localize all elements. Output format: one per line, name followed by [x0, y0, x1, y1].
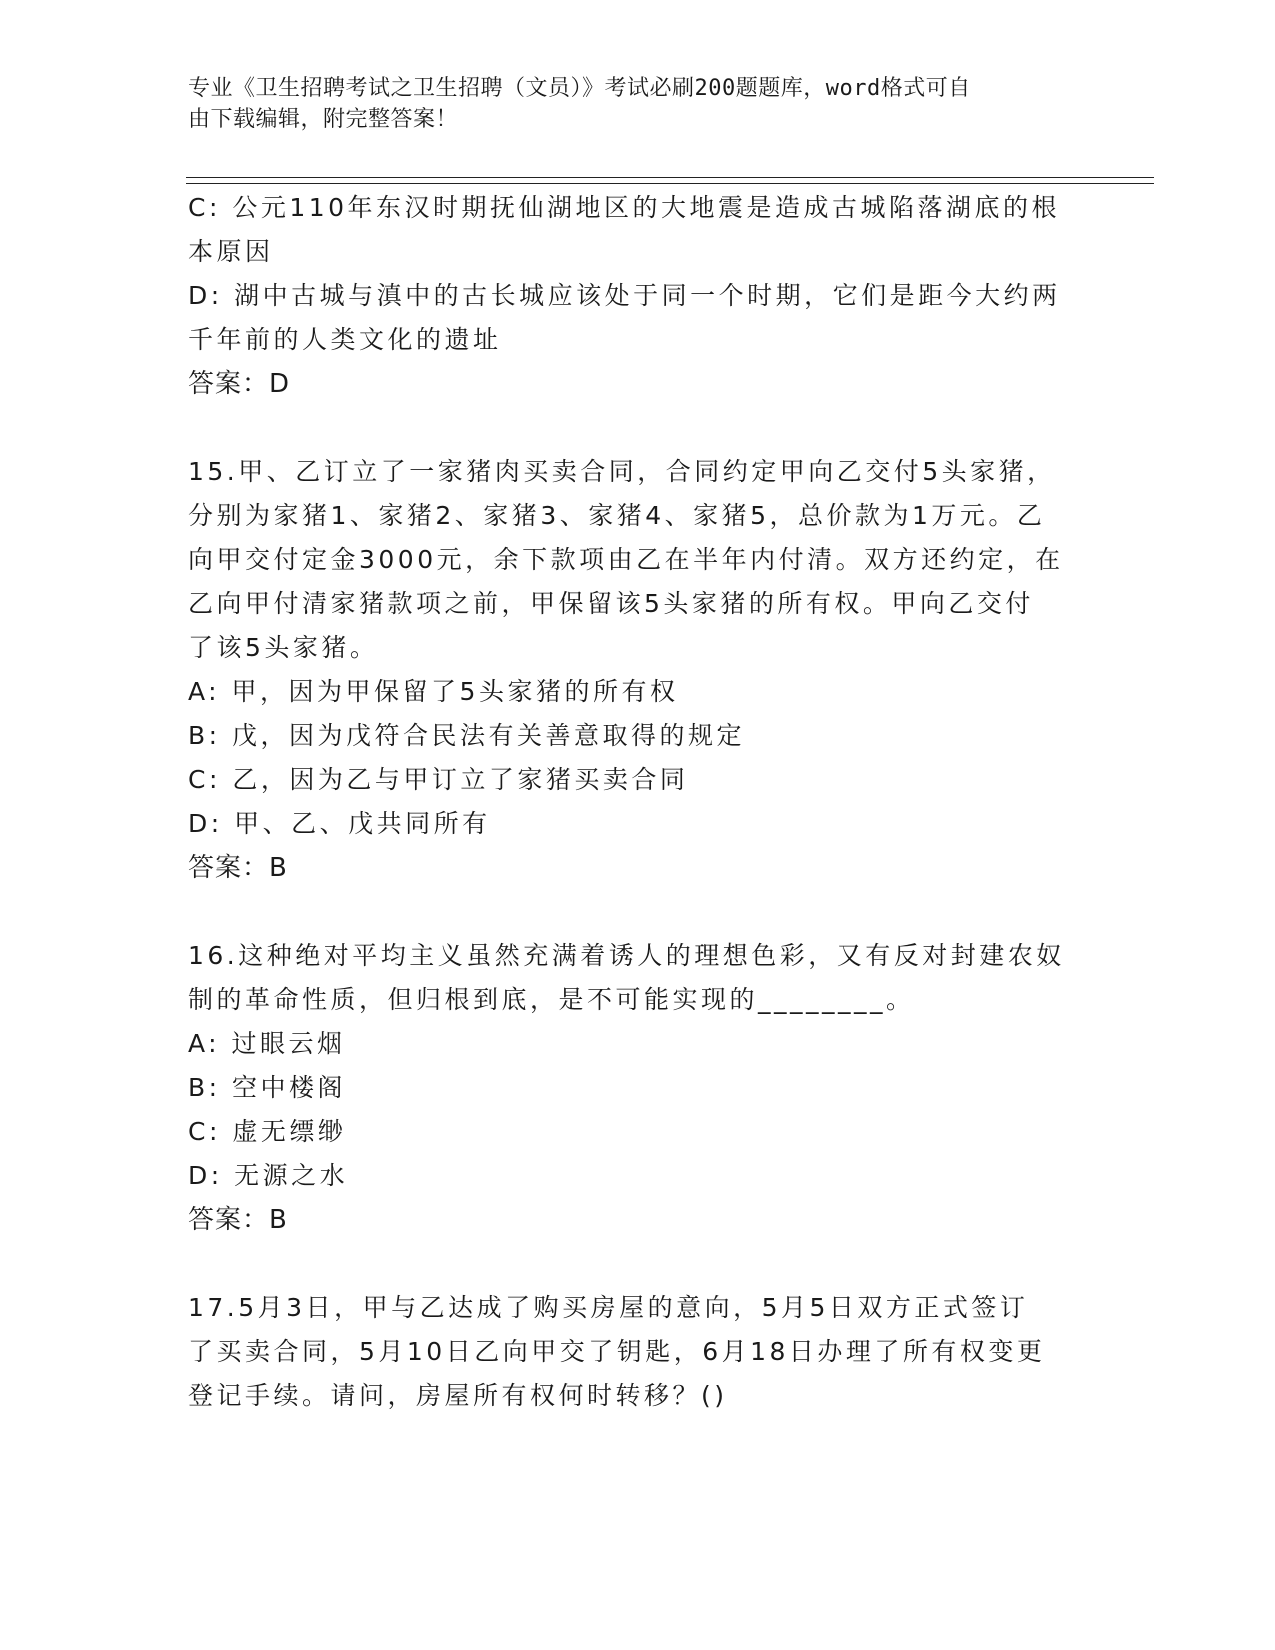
- q15-stem-line-2: 分别为家猪1、家猪2、家猪3、家猪4、家猪5，总价款为1万元。乙: [188, 501, 1046, 530]
- q17-stem-line-3: 登记手续。请问，房屋所有权何时转移？(): [188, 1381, 728, 1410]
- header-divider-top: [186, 177, 1154, 178]
- q16-option-a: A: 过眼云烟: [188, 1029, 346, 1058]
- q16-option-d: D: 无源之水: [188, 1161, 349, 1190]
- q14-option-c-line-1: C: 公元110年东汉时期抚仙湖地区的大地震是造成古城陷落湖底的根: [188, 193, 1061, 222]
- q16-option-c: C: 虚无缥缈: [188, 1117, 347, 1146]
- header-title-line-2: 由下载编辑，附完整答案！: [188, 107, 459, 132]
- q17-stem-line-2: 了买卖合同，5月10日乙向甲交了钥匙，6月18日办理了所有权变更: [188, 1337, 1046, 1366]
- q15-stem-line-5: 了该5头家猪。: [188, 633, 379, 662]
- q17-stem-line-1: 17.5月3日，甲与乙达成了购买房屋的意向，5月5日双方正式签订: [188, 1293, 1029, 1322]
- q14-answer: 答案：D: [188, 369, 291, 399]
- q14-option-d-line-1: D: 湖中古城与滇中的古长城应该处于同一个时期，它们是距今大约两: [188, 281, 1061, 310]
- q16-option-b: B: 空中楼阁: [188, 1073, 347, 1102]
- q15-answer: 答案：B: [188, 853, 288, 883]
- q15-option-d: D: 甲、乙、戊共同所有: [188, 809, 491, 838]
- q15-stem-line-4: 乙向甲付清家猪款项之前，甲保留该5头家猪的所有权。甲向乙交付: [188, 589, 1034, 618]
- q15-option-b: B: 戊，因为戊符合民法有关善意取得的规定: [188, 721, 746, 750]
- q14-option-c-line-2: 本原因: [188, 237, 274, 266]
- header-title-line-1: 专业《卫生招聘考试之卫生招聘（文员）》考试必刷200题题库，word格式可自: [188, 76, 971, 101]
- q14-option-d-line-2: 千年前的人类文化的遗址: [188, 325, 502, 354]
- q16-answer: 答案：B: [188, 1205, 288, 1235]
- q16-stem-line-1: 16.这种绝对平均主义虽然充满着诱人的理想色彩，又有反对封建农奴: [188, 941, 1065, 970]
- document-header: [188, 73, 1068, 135]
- q15-stem-line-3: 向甲交付定金3000元，余下款项由乙在半年内付清。双方还约定，在: [188, 545, 1064, 574]
- header-divider-bottom: [186, 183, 1154, 184]
- q16-stem-line-2: 制的革命性质，但归根到底，是不可能实现的________。: [188, 985, 915, 1014]
- q15-option-c: C: 乙，因为乙与甲订立了家猪买卖合同: [188, 765, 689, 794]
- q15-stem-line-1: 15.甲、乙订立了一家猪肉买卖合同，合同约定甲向乙交付5头家猪，: [188, 457, 1056, 486]
- q15-option-a: A: 甲，因为甲保留了5头家猪的所有权: [188, 677, 679, 706]
